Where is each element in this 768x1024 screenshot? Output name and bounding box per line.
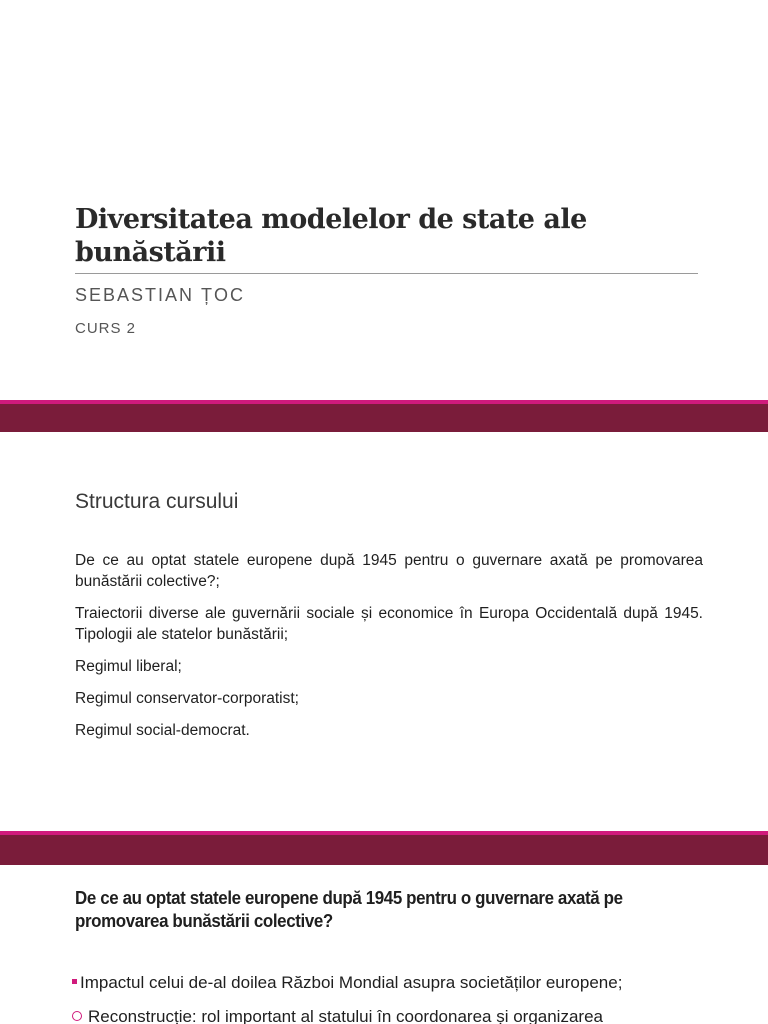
list-item: Regimul social-democrat. [75, 722, 250, 739]
list-item: De ce au optat statele europene după 1945 pentru o guvernare axată pe promovarea bunăstării colective?; [75, 552, 703, 590]
bullet-item [72, 973, 732, 993]
ring-bullet-icon [72, 1011, 82, 1021]
slide-divider [0, 831, 768, 865]
course-structure-list [75, 550, 703, 752]
slide-heading: Structura cursului [75, 490, 239, 513]
slide-heading: De ce au optat statele europene după 1945 pentru o guvernare axată pe promovarea bunăstării colective? [75, 888, 623, 931]
bullet-text: Reconstrucție: rol important al statului în coordonarea și organizarea [88, 1007, 603, 1024]
structure-slide [0, 432, 768, 831]
sub-bullet-item [72, 1007, 732, 1024]
list-item: Regimul liberal; [75, 658, 182, 675]
course-label: CURS 2 [75, 320, 137, 337]
question-slide [0, 865, 768, 1024]
title-underline [75, 273, 698, 274]
square-bullet-icon [72, 979, 77, 984]
divider-band [0, 835, 768, 865]
slide-divider [0, 400, 768, 432]
bullet-text: Impactul celui de-al doilea Război Mondial asupra societăților europene; [80, 973, 623, 992]
list-item: Regimul conservator-corporatist; [75, 690, 299, 707]
list-item: Traiectorii diverse ale guvernării sociale și economice în Europa Occidentală după 1945. Tipologii ale statelor bunăstării; [75, 605, 703, 643]
presentation-title: Diversitatea modelelor de state ale bunăstării [75, 204, 587, 268]
title-slide [0, 0, 768, 400]
divider-band [0, 404, 768, 432]
author-name: SEBASTIAN ȚOC [75, 285, 246, 305]
